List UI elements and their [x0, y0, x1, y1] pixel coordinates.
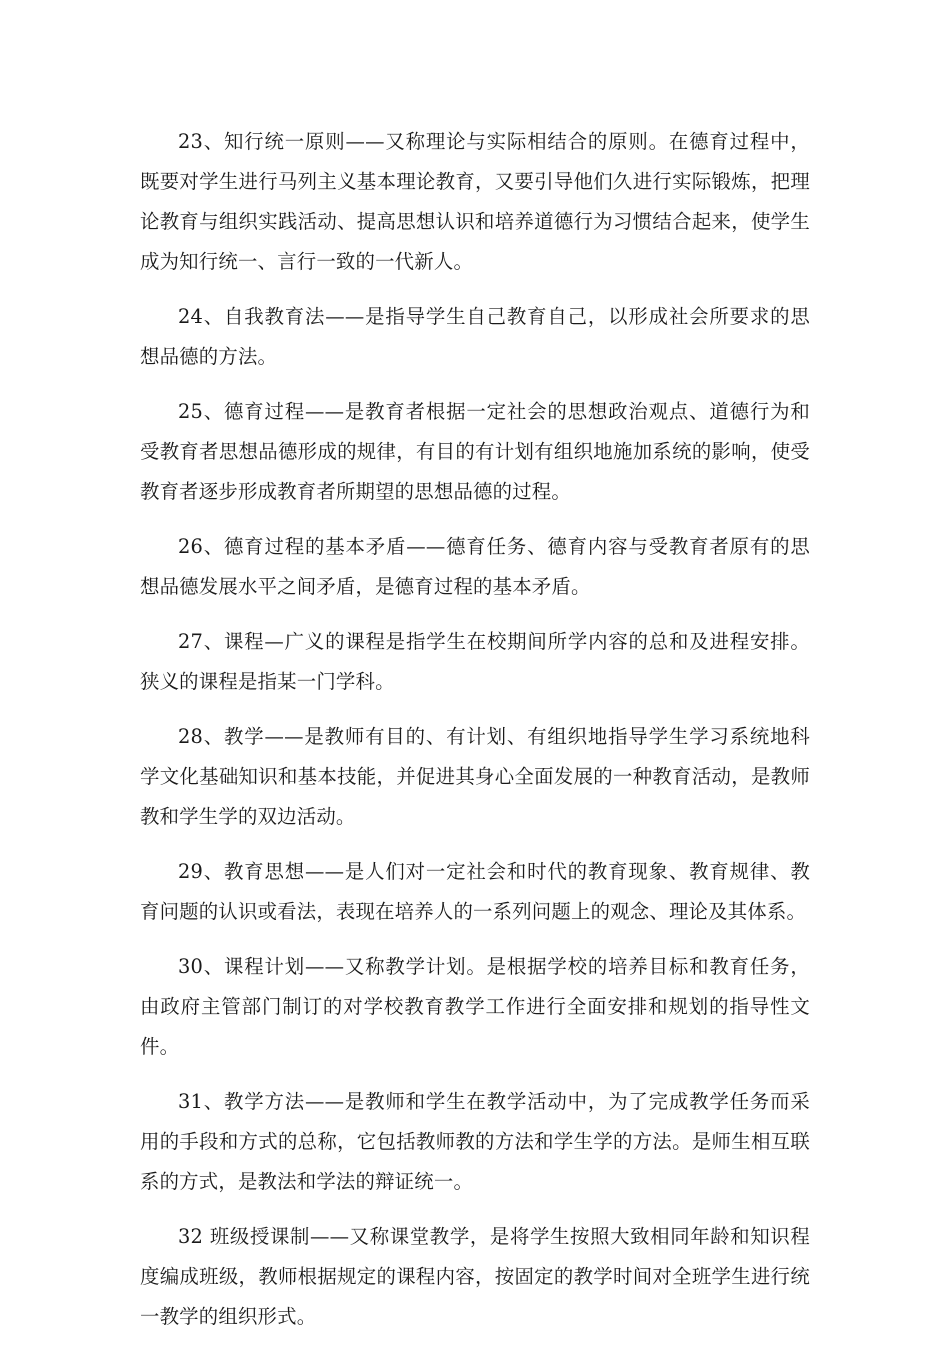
paragraph-24: 24、自我教育法——是指导学生自己教育自己，以形成社会所要求的思想品德的方法。 — [140, 305, 810, 368]
paragraph-30: 30、课程计划——又称教学计划。是根据学校的培养目标和教育任务，由政府主管部门制订的对学校教育教学工作进行全面安排和规划的指导性文件。 — [140, 955, 810, 1058]
paragraph-32: 32 班级授课制——又称课堂教学，是将学生按照大致相同年龄和知识程度编成班级，教师根据规定的课程内容，按固定的教学时间对全班学生进行统一教学的组织形式。 — [140, 1225, 810, 1328]
paragraph-26: 26、德育过程的基本矛盾——德育任务、德育内容与受教育者原有的思想品德发展水平之间矛盾，是德育过程的基本矛盾。 — [140, 535, 810, 598]
paragraph-25: 25、德育过程——是教育者根据一定社会的思想政治观点、道德行为和受教育者思想品德形成的规律，有目的有计划有组织地施加系统的影响，使受教育者逐步形成教育者所期望的思想品德的过程。 — [140, 400, 810, 503]
paragraph-27: 27、课程—广义的课程是指学生在校期间所学内容的总和及进程安排。狭义的课程是指某一门学科。 — [140, 630, 810, 693]
paragraph-28: 28、教学——是教师有目的、有计划、有组织地指导学生学习系统地科学文化基础知识和基本技能，并促进其身心全面发展的一种教育活动，是教师教和学生学的双边活动。 — [140, 725, 810, 828]
document-page — [140, 122, 810, 1352]
paragraph-23: 23、知行统一原则——又称理论与实际相结合的原则。在德育过程中，既要对学生进行马列主义基本理论教育，又要引导他们久进行实际锻炼，把理论教育与组织实践活动、提高思想认识和培养道德行为习惯结合起来，使学生成为知行统一、言行一致的一代新人。 — [140, 130, 810, 273]
paragraph-31: 31、教学方法——是教师和学生在教学活动中，为了完成教学任务而采用的手段和方式的总称，它包括教师教的方法和学生学的方法。是师生相互联系的方式，是教法和学法的辩证统一。 — [140, 1090, 810, 1193]
paragraph-29: 29、教育思想——是人们对一定社会和时代的教育现象、教育规律、教育问题的认识或看法，表现在培养人的一系列问题上的观念、理论及其体系。 — [140, 860, 810, 923]
